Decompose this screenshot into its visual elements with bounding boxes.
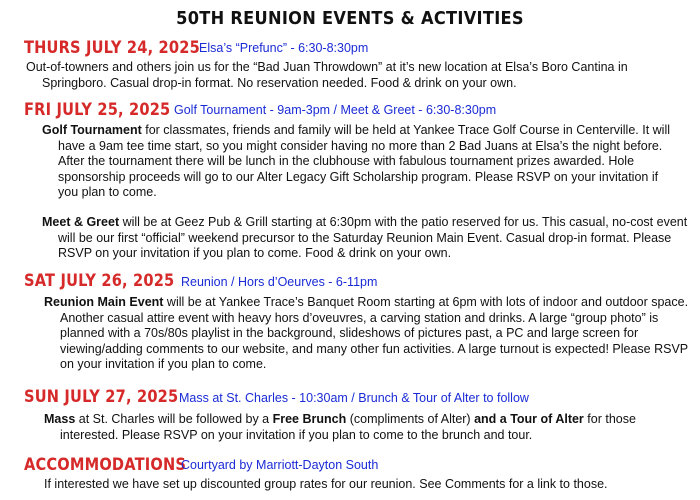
- accommodations-heading: ACCOMMODATIONS: [24, 455, 187, 475]
- paragraph-text: will be at Yankee Trace’s Banquet Room starting at 6pm with lots of indoor and outdoor space. Another casual attire event with heavy hors d’oveuvres, a carving station and drinks. A large “group photo” is planned with a 70s/80s playlist in the background, slideshows of pictures past, a PC and large screen for viewing/adding comments to our website, and many other fun activities. A large turnout is expected! Please RSVP on your invitation if you plan to come.: [60, 295, 689, 372]
- event-subtitle: Elsa’s “Prefunc” - 6:30-8:30pm: [199, 41, 369, 55]
- sunday-description: [44, 412, 685, 443]
- paragraph-text: If interested we have set up discounted group rates for our reunion. See Comments for a link to those.: [44, 477, 608, 491]
- paragraph-text: Out-of-towners and others join us for the “Bad Juan Throwdown” at it’s new location at Elsa’s Boro Cantina in Springboro. Casual drop-in format. No reservation needed. Food & drink on your own.: [26, 60, 628, 90]
- event-subtitle: Golf Tournament - 9am-3pm / Meet & Greet - 6:30-8:30pm: [174, 103, 497, 117]
- paragraph-text: for those interested. Please RSVP on your invitation if you plan to come to the brunch and tour.: [60, 412, 636, 442]
- reunion-main-event-description: [44, 295, 697, 373]
- day-heading: SAT JULY 26, 2025: [24, 271, 175, 291]
- paragraph-text: will be at Geez Pub & Grill starting at 6:30pm with the patio reserved for us. This casual, no-cost event will be our first “official” weekend precursor to the Saturday Reunion Main Event. Casual drop-in format. Please RSVP on your invitation if you plan to come. Food & drink on your own.: [58, 215, 688, 261]
- paragraph-bold: and a Tour of Alter: [474, 412, 584, 426]
- day-heading: THURS JULY 24, 2025: [24, 38, 200, 58]
- golf-tournament-description: [42, 123, 678, 201]
- page-title: 50TH REUNION EVENTS & ACTIVITIES: [176, 8, 524, 29]
- hotel-subtitle: Courtyard by Marriott-Dayton South: [181, 458, 379, 472]
- paragraph-bold: Reunion Main Event: [44, 295, 164, 309]
- day-heading: FRI JULY 25, 2025: [24, 100, 171, 120]
- event-description: [26, 60, 692, 91]
- paragraph-text: (compliments of Alter): [346, 412, 475, 426]
- paragraph-bold: Golf Tournament: [42, 123, 142, 137]
- paragraph-text: for classmates, friends and family will be held at Yankee Trace Golf Course in Centerville. It will have a 9am tee time start, so you might consider having no more than 2 Bad Juans at Elsa’s the night before. After the tournament there will be lunch in the clubhouse with fabulous tournament prizes awarded. Hole sponsorship proceeds will go to our Alter Legacy Gift Scholarship program. Please RSVP on your invitation if you plan to come.: [58, 123, 671, 200]
- section-friday-header: [24, 100, 194, 120]
- paragraph-bold: Meet & Greet: [42, 215, 120, 229]
- section-sunday-header: [24, 387, 204, 407]
- paragraph-bold: Mass: [44, 412, 76, 426]
- event-subtitle: Mass at St. Charles - 10:30am / Brunch & Tour of Alter to follow: [179, 391, 529, 405]
- section-thursday-header: [24, 38, 229, 58]
- meet-and-greet-description: [42, 215, 698, 262]
- event-subtitle: Reunion / Hors d’Oeurves - 6-11pm: [181, 275, 378, 289]
- paragraph-text: at St. Charles will be followed by a: [75, 412, 273, 426]
- day-heading: SUN JULY 27, 2025: [24, 387, 179, 407]
- paragraph-bold: Free Brunch: [272, 412, 347, 426]
- accommodations-description: [44, 477, 696, 493]
- section-saturday-header: [24, 271, 199, 291]
